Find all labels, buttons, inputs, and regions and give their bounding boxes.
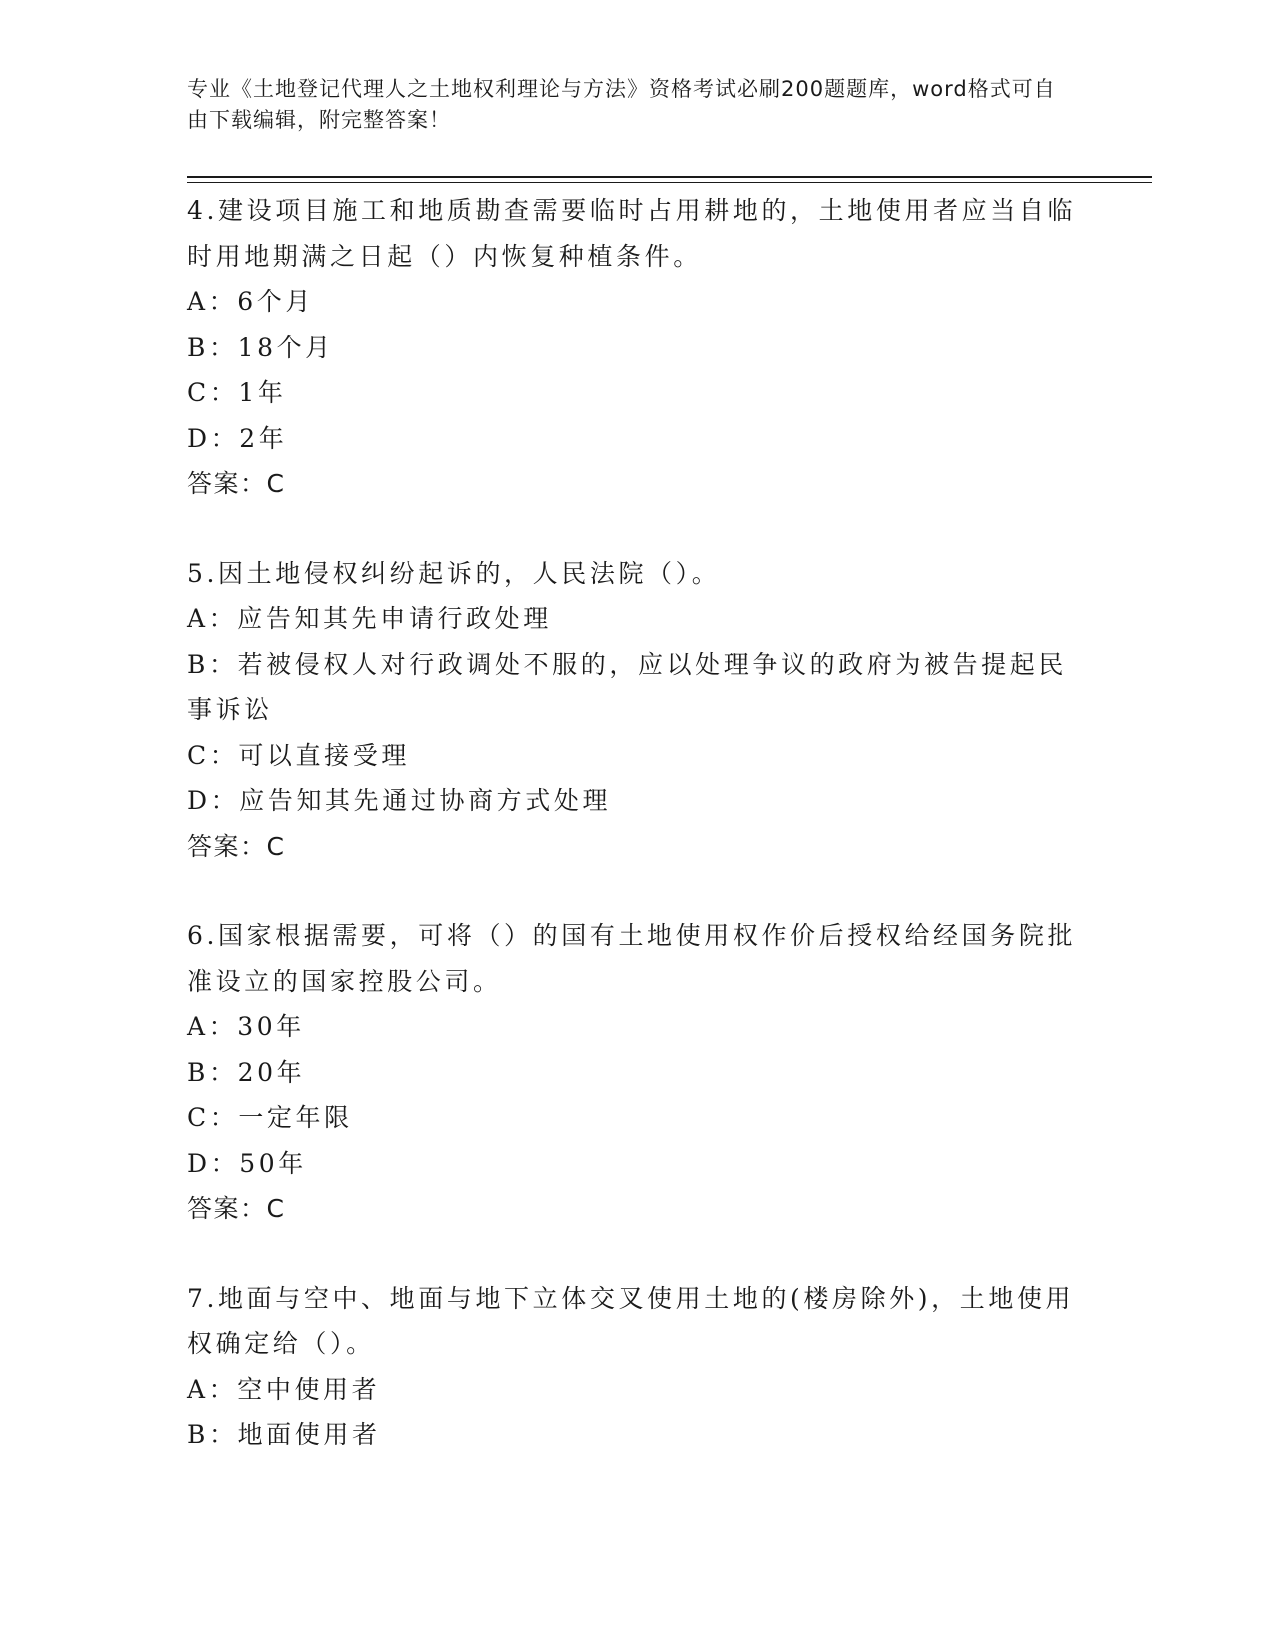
answer: 答案：C	[187, 1194, 286, 1223]
option-a: A：应告知其先申请行政处理	[187, 604, 552, 633]
option-c: C：1年	[187, 378, 287, 407]
option-a: A：30年	[187, 1012, 305, 1041]
option-c: C：可以直接受理	[187, 740, 410, 770]
question-4	[187, 188, 1087, 507]
answer: 答案：C	[187, 469, 286, 498]
option-d: D：2年	[187, 423, 288, 453]
question-stem: 5.因土地侵权纠纷起诉的，人民法院（）。	[187, 558, 721, 588]
question-6	[187, 913, 1087, 1232]
option-b: B：18个月	[187, 332, 334, 362]
document-header: 专业《土地登记代理人之土地权利理论与方法》资格考试必刷200题题库，word格式可自由下载编辑，附完整答案！	[187, 77, 1056, 132]
question-stem: 4.建设项目施工和地质勘查需要临时占用耕地的，土地使用者应当自临时用地期满之日起（）内恢复种植条件。	[187, 196, 1077, 271]
option-a: A：空中使用者	[187, 1374, 381, 1404]
option-b: B：20年	[187, 1057, 306, 1087]
question-7	[187, 1276, 1087, 1458]
question-list	[187, 188, 1087, 1502]
option-a: A：6个月	[187, 287, 314, 316]
header-divider-thick	[187, 176, 1152, 178]
header-divider-thin	[187, 182, 1152, 183]
option-b: B：若被侵权人对行政调处不服的，应以处理争议的政府为被告提起民事诉讼	[187, 649, 1067, 724]
question-stem: 7.地面与空中、地面与地下立体交叉使用土地的(楼房除外)，土地使用权确定给（）。	[187, 1283, 1075, 1358]
option-d: D：应告知其先通过协商方式处理	[187, 786, 612, 815]
option-d: D：50年	[187, 1148, 307, 1178]
answer: 答案：C	[187, 831, 286, 861]
question-5	[187, 551, 1087, 870]
option-c: C：一定年限	[187, 1103, 353, 1132]
question-stem: 6.国家根据需要，可将（）的国有土地使用权作价后授权给经国务院批准设立的国家控股公司。	[187, 921, 1077, 996]
option-b: B：地面使用者	[187, 1420, 381, 1449]
